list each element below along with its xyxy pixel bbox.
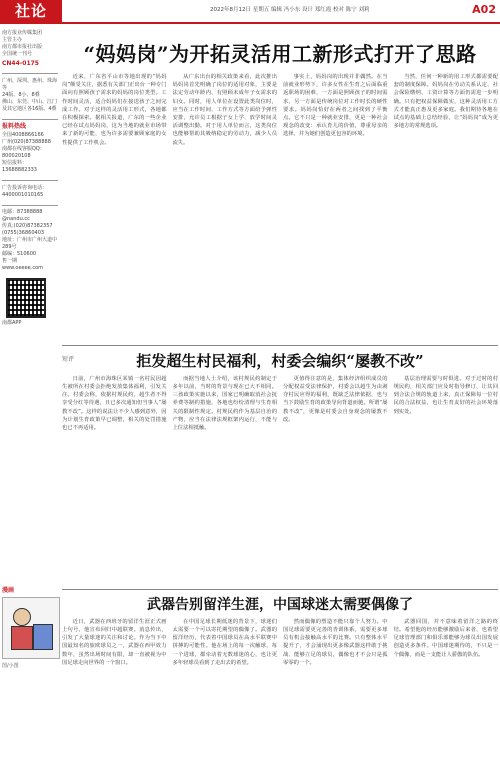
hotline-line: 13688882333 (2, 167, 37, 174)
publisher-block (2, 30, 58, 67)
figure-body (33, 624, 53, 650)
edition-block (2, 78, 58, 113)
page-number: A02 (472, 3, 496, 16)
cn-number: CN44-0175 (2, 60, 39, 67)
cartoon-block (2, 585, 60, 669)
article2-column (283, 375, 388, 585)
hotline-line: 全国4008866166 (2, 132, 44, 139)
contact-line: @nandu.cc (2, 216, 30, 223)
article1-column (62, 73, 167, 341)
paragraph: 从广东出台的相关政策来看，此次推出妈妈岗首先明确了岗位的适用对象，主要是法定劳动年龄内、有照顾未成年子女需求的妇女。同时，用人单位在设置此类岗位时，应当在工作时间、工作方式等方面给予弹性安排，允许员工根据子女上学、放学时间灵活调整出勤。对于用人单位而言，这类岗位也能够帮助其吸纳稳定的劳动力，减少人员流失。 (172, 74, 277, 146)
article2-column (394, 375, 499, 585)
paragraph: 当然，任何一种新的用工形式都需要配套的制度保障。妈妈岗在劳动关系认定、社会保险缴纳、工资计算等方面仍需进一步明确。只有把权益保障做实，这种灵活用工方式才能真正惠及更多家庭。我们期待各地在试点的基础上总结经验，让“妈妈岗”成为更多地方的常规选项。 (393, 74, 498, 130)
divider (2, 180, 58, 181)
article1-title: “妈妈岗”为开拓灵活用工新形式打开了思路 (83, 42, 477, 66)
figure-head (13, 608, 31, 626)
article3 (62, 585, 498, 758)
contact-line: 地址：广州市广州大道中 (2, 237, 58, 244)
hotline-line: 广州(020)87388888 (2, 139, 51, 146)
paragraph: 近来，广东省平山市等地出现的“妈妈岗”颇受关注，据悉有关部门正出台一种专门面向有照顾孩子需求的妈妈的岗位类型。工作时间灵活，适合妈妈们在接送孩子之间完成工作。对于这样的灵活用工形式，各地都在积极探索。据相关报道，广东的一些企业已经在试点妈妈岗，这为当地的就业市场带来了新的可能，也为许多需要兼顾家庭的女性提供了工作机会。 (62, 74, 167, 146)
cn-label: 全国统一刊号 (2, 51, 33, 57)
edition-pages: 24版、8小、8叠 (2, 91, 40, 98)
edition-other: 佛山、东莞、中山、江门及其它地区各16版、4叠 (2, 98, 58, 112)
article3-column (173, 618, 278, 758)
brand-label: 南方都市报社出版 (2, 44, 43, 50)
article2-label: 短评 (62, 355, 75, 363)
ads-heading: 广告投诉咨询电话： (2, 184, 48, 191)
header-rule (0, 22, 500, 24)
paragraph: 而据当地人士介绍，该村规民约制定于多年以前，当时的背景与现在已大不相同。三孩政策实施以来，国家已明确取消社会抚养费等制约措施，各地也纷纷清理与生育相关的限制性规定。村规民约作为基层自治的产物，应当在法律法规框架内运行，不能与上位法相抵触。 (172, 375, 277, 432)
article3-body (62, 618, 498, 758)
section-divider (62, 345, 498, 346)
paragraph: 近日，武器在西班牙的留洋生涯正式画上句号，他宣布回归中超联赛。消息传出，引发了大量球迷的关注和讨论。作为当下中国最知名的旅欧球员之一，武器在西甲效力数年，虽然出场时间有限，却一直被视为中国足球走向世界的一个窗口。 (62, 618, 167, 666)
hotline-line: 800020108 (2, 153, 31, 160)
contact-line: www.oeeee.com (2, 265, 44, 272)
contact-line: 289号 (2, 244, 17, 251)
article1-column (173, 73, 278, 341)
paragraph: 然而偶像的塑造不能只靠个人努力。中国足球需要更完善的青训体系，需要更多球员有机会接触高水平的比赛。只有整体水平提升了，才会涌现出更多像武器这样敢于挑战、能够立足的球员，偶像也才不会只是孤零零的一个。 (283, 618, 388, 666)
article3-title: 武器告别留洋生涯，中国球迷太需要偶像了 (147, 596, 413, 613)
divider (2, 205, 58, 206)
hotline-line: 南都在线客服QQ： (2, 146, 45, 153)
contact-line: 电邮：87388888 (2, 209, 43, 216)
page-header (0, 0, 500, 22)
contact-line: 邮编：510600 (2, 251, 37, 258)
figure-body (11, 626, 33, 650)
article1-column (394, 73, 499, 341)
article1-column (283, 73, 388, 341)
article2-body (62, 375, 498, 585)
article2-column (173, 375, 278, 585)
contact-line: (0755)36860403 (2, 230, 45, 237)
paragraph: 更值得注意的是，集体经济组织成员的分配权益受法律保护，村委会以超生为由剥夺村民应得的福利，既缺乏法律依据，也与当下鼓励生育的政策导向背道而驰。所谓“屡教不改”，更像是村委会自身观念的屡教不改。 (283, 375, 388, 423)
cartoon-title: 漫画 (2, 587, 15, 594)
paragraph: 在中国足球长期低迷的背景下，球迷们太需要一个可以寄托期望的偶像了。武器的留洋经历，代表着中国球员在高水平联赛中拼搏的可能性。他在场上的每一次触球、每一个进球，都牵动着无数球迷的心，也让更多年轻球员看到了走出去的希望。 (172, 618, 277, 666)
hotline-line: 短信报料： (2, 160, 28, 167)
paragraph: 日前，广州市海珠区某镇一名村民因超生被所在村委会拒绝发放集体福利，引发关注。村委会称，依据村规民约，超生者不得享受分红等待遇，且已多次通知但当事人“屡教不改”。这样的说法让不少人感到意外，因为计划生育政策早已调整，相关的处罚措施也已不再适用。 (62, 375, 167, 432)
article2-column (62, 375, 167, 585)
qr-label: 南都APP (2, 320, 22, 327)
paragraph: 基层治理需要与时俱进。对于过时的村规民约，相关部门应及时指导修订，让其回到合法合规的轨道上来，真正保障每一位村民的合法权益，也让生育友好的社会环境落到实处。 (393, 375, 498, 415)
paragraph: 事实上，妈妈岗的出现并非偶然。在当前就业形势下，许多女性在生育之后面临重返职场的困难，一方面是照顾孩子的时间需求，另一方面是传统岗位对工作时长的硬性要求。妈妈岗恰好在两者之间找到了平衡点。它不只是一种就业安排，更是一种社会观念的改变：承认育儿的价值，尊重母亲的选择，并为她们创造更包容的环境。 (283, 74, 388, 138)
ads-number: 4400001010165 (2, 191, 44, 198)
paragraph: 武器回国，并不意味着留洋之路的终结。希望他的经历能够激励后来者，也希望足球管理部门和俱乐部能够为球员出国发展创造更多条件。中国球迷期待的，不只是一个偶像，而是一支能让人骄傲的队伍。 (393, 618, 498, 658)
contact-line: 传真:(020)87382357 (2, 223, 53, 230)
ads-block (2, 185, 58, 199)
contact-block (2, 209, 58, 272)
article3-column (62, 618, 167, 758)
contact-line: 售一期 (2, 258, 18, 265)
article1-body (62, 73, 498, 341)
article2-title: 拒发超生村民福利，村委会编织“屡教不改” (136, 351, 424, 370)
section-masthead: 社论 (0, 0, 62, 22)
hotline-heading: 报料热线 (2, 123, 27, 131)
article3-column (283, 618, 388, 758)
hotline-block (2, 123, 58, 174)
divider (2, 119, 58, 120)
header-meta: 2022年8月12日 星期五 编辑 冯小东 设计 郑红霞 校对 陈宁 刘莉 (210, 7, 370, 13)
sponsor-label: 主管主办 (2, 37, 23, 43)
cartoon-caption: 图/小图 (2, 663, 19, 669)
section-divider (62, 589, 498, 590)
cartoon-image (2, 597, 60, 659)
edition-cities: 广州、深圳、惠州、珠海等 (2, 77, 58, 91)
divider (2, 73, 58, 74)
publisher-name: 南方报业传媒集团 (2, 30, 43, 36)
article3-column (394, 618, 499, 758)
qr-code-icon[interactable] (6, 278, 46, 318)
